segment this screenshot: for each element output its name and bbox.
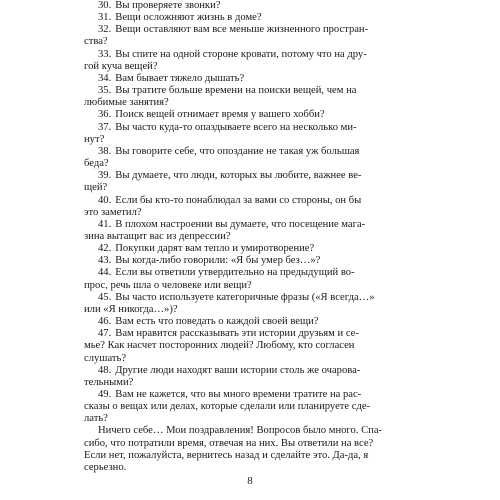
question-line: зина вытащит вас из депрессии? — [84, 230, 231, 242]
question-number: 35. — [98, 85, 112, 97]
question-line: лать? — [84, 413, 108, 425]
question-line: это заметил? — [84, 206, 142, 218]
question-line — [84, 109, 416, 121]
question-text: Вам не кажется, что вы много времени тратите на рас- — [115, 389, 362, 400]
question-line — [84, 292, 416, 304]
question-line — [84, 122, 416, 134]
question-number: 31. — [98, 12, 112, 24]
question-line: тельными? — [84, 376, 134, 388]
question-text: Вы тратите больше времени на поиски вещей, чем на — [115, 85, 357, 97]
question-line — [84, 12, 416, 24]
closing-paragraph — [84, 425, 416, 474]
question-number: 33. — [98, 48, 112, 60]
question-line: нут? — [84, 133, 105, 145]
question-text: Вы говорите себе, что опоздание не такая уж большая — [115, 145, 360, 157]
question-line — [84, 73, 416, 85]
question-number: 42. — [98, 243, 112, 255]
question-item — [84, 328, 416, 364]
question-line — [84, 255, 416, 267]
question-text: Покупки дарят вам тепло и умиротворение? — [115, 243, 315, 255]
question-item — [84, 12, 416, 24]
question-line — [84, 195, 416, 207]
question-item — [84, 243, 416, 255]
page-content — [84, 0, 416, 474]
question-item — [84, 316, 416, 328]
question-number: 47. — [98, 328, 112, 340]
question-line — [84, 328, 416, 340]
question-line — [84, 49, 416, 61]
question-number: 43. — [98, 255, 112, 267]
question-number: 30. — [98, 0, 112, 11]
question-text: Если вы ответили утвердительно на предыдущий во- — [115, 267, 355, 279]
question-line — [84, 243, 416, 255]
question-item — [84, 49, 416, 73]
question-text: В плохом настроении вы думаете, что посещение мага- — [115, 218, 366, 230]
closing-line: серьезно. — [84, 461, 127, 473]
question-text: Вам есть что поведать о каждой своей вещи? — [115, 316, 319, 328]
question-text: Вы часто используете категоричные фразы («Я всегда…» — [115, 291, 375, 303]
question-line: гой куча вещей? — [84, 60, 158, 72]
question-item — [84, 170, 416, 194]
question-line — [84, 365, 416, 377]
question-line: сказы о вещах или делах, которые сделали или планируете сде- — [84, 401, 371, 413]
question-number: 32. — [98, 24, 112, 36]
question-item — [84, 267, 416, 291]
question-line: или «Я никогда…»)? — [84, 303, 178, 315]
question-line: беда? — [84, 158, 109, 170]
closing-line: Если нет, пожалуйста, вернитесь назад и сделайте это. Да-да, я — [84, 449, 369, 461]
question-item — [84, 389, 416, 425]
question-text: Если бы кто-то понаблюдал за вами со стороны, он бы — [115, 194, 362, 206]
page-number: 8 — [247, 475, 253, 487]
question-item — [84, 109, 416, 121]
question-number: 46. — [98, 316, 112, 328]
question-text: Вы спите на одной стороне кровати, потому что на дру- — [115, 48, 367, 60]
question-line — [84, 146, 416, 158]
question-line — [84, 85, 416, 97]
question-item — [84, 24, 416, 48]
question-text: Вы проверяете звонки? — [115, 0, 221, 11]
question-number: 48. — [98, 364, 112, 376]
question-line — [84, 267, 416, 279]
question-item — [84, 85, 416, 109]
question-line — [84, 24, 416, 36]
question-item — [84, 255, 416, 267]
question-number: 40. — [98, 194, 112, 206]
question-number: 38. — [98, 145, 112, 157]
question-item — [84, 292, 416, 316]
question-text: Вещи оставляют вам все меньше жизненного простран- — [115, 24, 369, 36]
question-text: Вы думаете, что люди, которых вы любите, важнее ве- — [115, 170, 362, 182]
question-item — [84, 73, 416, 85]
question-line — [84, 316, 416, 328]
question-line: любимые занятия? — [84, 97, 169, 109]
question-line: прос, речь шла о человеке или вещи? — [84, 279, 252, 291]
question-number: 49. — [98, 389, 112, 400]
question-line: мье? Как насчет посторонних людей? Любому, кто согласен — [84, 340, 355, 352]
question-line — [84, 0, 416, 12]
question-line: ства? — [84, 36, 108, 48]
question-line: щей? — [84, 182, 108, 194]
question-number: 37. — [98, 121, 112, 133]
question-number: 45. — [98, 291, 112, 303]
closing-line: сибо, что потратили время, отвечая на них. Вы ответили на все? — [84, 437, 374, 449]
question-item — [84, 195, 416, 219]
question-line — [84, 389, 416, 401]
question-text: Вы когда-либо говорили: «Я бы умер без…»? — [115, 255, 321, 267]
question-line: слушать? — [84, 352, 127, 364]
question-item — [84, 0, 416, 12]
question-text: Вам бывает тяжело дышать? — [115, 72, 245, 84]
question-number: 39. — [98, 170, 112, 182]
question-text: Вам нравится рассказывать эти истории друзьям и се- — [115, 328, 359, 340]
question-item — [84, 146, 416, 170]
question-text: Поиск вещей отнимает время у вашего хобби? — [115, 109, 325, 121]
question-item — [84, 122, 416, 146]
question-item — [84, 365, 416, 389]
question-item — [84, 219, 416, 243]
question-text: Вы часто куда-то опаздываете всего на несколько ми- — [115, 121, 357, 133]
question-line — [84, 170, 416, 182]
question-text: Вещи осложняют жизнь в доме? — [115, 12, 262, 24]
question-number: 34. — [98, 72, 112, 84]
question-number: 41. — [98, 218, 112, 230]
question-number: 44. — [98, 267, 112, 279]
closing-line: Ничего себе… Мои поздравления! Вопросов было много. Спа- — [98, 425, 383, 437]
question-number: 36. — [98, 109, 112, 121]
question-line — [84, 219, 416, 231]
question-text: Другие люди находят ваши истории столь же очарова- — [115, 364, 361, 376]
